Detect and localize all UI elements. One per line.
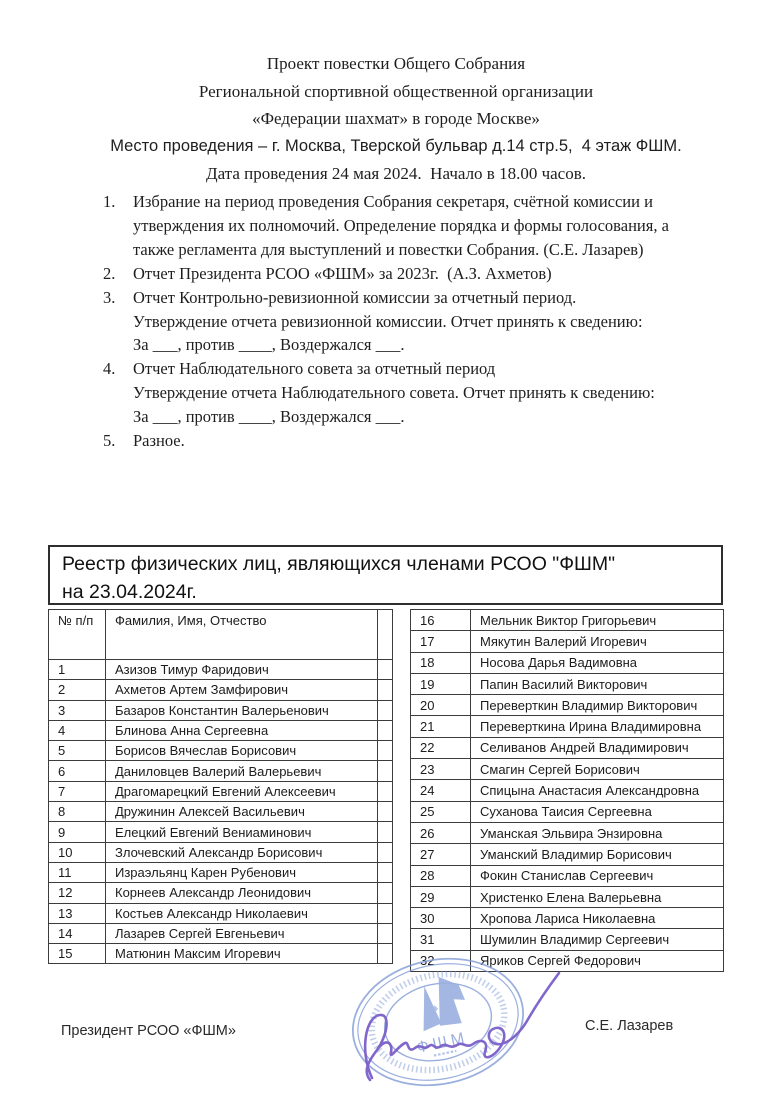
column-header-name: Фамилия, Имя, Отчество [106, 610, 378, 660]
member-name-cell: Мякутин Валерий Игоревич [471, 631, 724, 652]
member-number-cell: 31 [411, 929, 471, 950]
table-row [49, 802, 393, 822]
empty-cell [378, 802, 393, 822]
registry-title-box [48, 545, 723, 605]
header-line-2: Региональной спортивной общественной организации [198, 81, 594, 101]
agenda-item-number: 5. [103, 431, 116, 451]
member-name-cell: Носова Дарья Вадимовна [471, 652, 724, 673]
table-row [411, 801, 724, 822]
empty-cell [378, 862, 393, 882]
member-name-cell: Мельник Виктор Григорьевич [471, 610, 724, 631]
member-number-cell: 8 [49, 802, 106, 822]
table-row [49, 842, 393, 862]
president-title-label: Президент РСОО «ФШМ» [61, 1023, 236, 1039]
member-number-cell: 14 [49, 923, 106, 943]
table-row [49, 883, 393, 903]
table-row [49, 923, 393, 943]
table-row [411, 673, 724, 694]
agenda-item [103, 286, 719, 358]
header-line-3: «Федерации шахмат» в городе Москве» [252, 109, 540, 128]
empty-cell [378, 660, 393, 680]
agenda-item-text: Разное. [133, 431, 185, 451]
table-row [411, 652, 724, 673]
member-name-cell: Хропова Лариса Николаевна [471, 908, 724, 929]
member-name-cell: Базаров Константин Валерьенович [106, 700, 378, 720]
empty-cell [378, 923, 393, 943]
empty-cell [378, 700, 393, 720]
member-name-cell: Корнеев Александр Леонидович [106, 883, 378, 903]
agenda-list [103, 190, 719, 453]
member-number-cell: 11 [49, 862, 106, 882]
table-row [411, 759, 724, 780]
member-name-cell: Спицына Анастасия Александровна [471, 780, 724, 801]
member-name-cell: Азизов Тимур Фаридович [106, 660, 378, 680]
table-row [411, 780, 724, 801]
member-number-cell: 1 [49, 660, 106, 680]
member-name-cell: Драгомарецкий Евгений Алексеевич [106, 781, 378, 801]
table-row [49, 741, 393, 761]
member-number-cell: 17 [411, 631, 471, 652]
agenda-item [103, 429, 719, 453]
agenda-item-text: Отчет Наблюдательного совета за отчетный период Утверждение отчета Наблюдательного совета. Отчет принять к сведению: За ___, против ____, Воздержался ___. [133, 359, 655, 427]
member-number-cell: 30 [411, 908, 471, 929]
signature-stroke [365, 973, 559, 1080]
chess-knight-icon [413, 973, 469, 1032]
member-number-cell: 21 [411, 716, 471, 737]
member-name-cell: Переверткин Владимир Викторович [471, 695, 724, 716]
empty-cell [378, 720, 393, 740]
agenda-item-text: Избрание на период проведения Собрания секретаря, счётной комиссии и утверждения их полномочий. Определение порядка и формы голосования, а также регламента для выступлений и повестки Собрания. (С.Е. Лазарев) [133, 192, 669, 259]
table-row [411, 610, 724, 631]
table-row [49, 903, 393, 923]
agenda-item [103, 262, 719, 286]
empty-cell [378, 610, 393, 660]
table-row [411, 695, 724, 716]
table-row [49, 761, 393, 781]
member-name-cell: Матюнин Максим Игоревич [106, 944, 378, 964]
member-name-cell: Селиванов Андрей Владимирович [471, 737, 724, 758]
members-table-right-body [411, 610, 724, 972]
empty-cell [378, 822, 393, 842]
empty-cell [378, 842, 393, 862]
member-number-cell: 20 [411, 695, 471, 716]
member-name-cell: Борисов Вячеслав Борисович [106, 741, 378, 761]
table-row [49, 862, 393, 882]
member-name-cell: Израэльянц Карен Рубенович [106, 862, 378, 882]
president-name-label: С.Е. Лазарев [585, 1018, 674, 1034]
member-name-cell: Переверткина Ирина Владимировна [471, 716, 724, 737]
agenda-item-number: 4. [103, 359, 116, 379]
members-table-left [48, 609, 393, 964]
member-number-cell: 25 [411, 801, 471, 822]
member-number-cell: 7 [49, 781, 106, 801]
member-name-cell: Блинова Анна Сергеевна [106, 720, 378, 740]
member-number-cell: 10 [49, 842, 106, 862]
member-name-cell: Лазарев Сергей Евгеньевич [106, 923, 378, 943]
member-number-cell: 16 [411, 610, 471, 631]
member-number-cell: 4 [49, 720, 106, 740]
member-name-cell: Фокин Станислав Сергеевич [471, 865, 724, 886]
member-name-cell: Костьев Александр Николаевич [106, 903, 378, 923]
member-number-cell: 19 [411, 673, 471, 694]
member-name-cell: Елецкий Евгений Вениаминович [106, 822, 378, 842]
empty-cell [378, 680, 393, 700]
empty-cell [378, 903, 393, 923]
agenda-item-number: 2. [103, 263, 116, 283]
agenda-item-text: Отчет Контрольно-ревизионной комиссии за отчетный период. Утверждение отчета ревизионной комиссии. Отчет принять к сведению: За ___, против ____, Воздержался ___. [133, 287, 643, 355]
stamp-and-signature [330, 950, 580, 1102]
member-name-cell: Уманская Эльвира Энзировна [471, 822, 724, 843]
member-number-cell: 29 [411, 886, 471, 907]
member-number-cell: 27 [411, 844, 471, 865]
empty-cell [378, 883, 393, 903]
table-row [49, 720, 393, 740]
table-row [411, 886, 724, 907]
member-name-cell: Даниловцев Валерий Валерьевич [106, 761, 378, 781]
table-row [411, 822, 724, 843]
empty-cell [378, 761, 393, 781]
member-name-cell: Яриков Сергей Федорович [471, 950, 724, 971]
member-number-cell: 2 [49, 680, 106, 700]
member-name-cell: Христенко Елена Валерьевна [471, 886, 724, 907]
column-header-number: № п/п [49, 610, 106, 660]
table-row [49, 680, 393, 700]
members-table-left-body [49, 610, 393, 964]
member-number-cell: 28 [411, 865, 471, 886]
member-number-cell: 32 [411, 950, 471, 971]
header-line-venue: Место проведения – г. Москва, Тверской бульвар д.14 стр.5, 4 этаж ФШМ. [110, 136, 682, 155]
empty-cell [378, 781, 393, 801]
member-number-cell: 22 [411, 737, 471, 758]
member-name-cell: Папин Василий Викторович [471, 673, 724, 694]
member-name-cell: Дружинин Алексей Васильевич [106, 802, 378, 822]
member-number-cell: 23 [411, 759, 471, 780]
members-table-right [410, 609, 724, 972]
table-row [411, 929, 724, 950]
table-row [411, 865, 724, 886]
table-header-row [49, 610, 393, 660]
member-number-cell: 9 [49, 822, 106, 842]
table-row [49, 660, 393, 680]
registry-title-line-1: Реестр физических лиц, являющихся членами РСОО "ФШМ" [62, 553, 616, 575]
registry-title-line-2: на 23.04.2024г. [62, 581, 197, 603]
table-row [411, 844, 724, 865]
agenda-item-number: 1. [103, 192, 116, 211]
table-row [49, 700, 393, 720]
agenda-item-text: Отчет Президента РСОО «ФШМ» за 2023г. (А.З. Ахметов) [133, 263, 552, 283]
member-number-cell: 5 [49, 741, 106, 761]
member-name-cell: Ахметов Артем Замфирович [106, 680, 378, 700]
table-row [411, 737, 724, 758]
header-line-date: Дата проведения 24 мая 2024. Начало в 18.00 часов. [205, 164, 586, 183]
member-number-cell: 6 [49, 761, 106, 781]
member-name-cell: Смагин Сергей Борисович [471, 759, 724, 780]
header-line-1: Проект повестки Общего Собрания [266, 54, 526, 73]
member-number-cell: 3 [49, 700, 106, 720]
table-row [49, 822, 393, 842]
member-number-cell: 18 [411, 652, 471, 673]
member-name-cell: Злочевский Александр Борисович [106, 842, 378, 862]
member-number-cell: 26 [411, 822, 471, 843]
agenda-item [103, 357, 719, 429]
table-row [411, 908, 724, 929]
member-name-cell: Шумилин Владимир Сергеевич [471, 929, 724, 950]
member-number-cell: 15 [49, 944, 106, 964]
member-name-cell: Суханова Таисия Сергеевна [471, 801, 724, 822]
agenda-item-number: 3. [103, 287, 116, 307]
seal-center-text: ФШМ [415, 1029, 470, 1057]
member-number-cell: 13 [49, 903, 106, 923]
empty-cell [378, 741, 393, 761]
table-row [49, 781, 393, 801]
member-number-cell: 12 [49, 883, 106, 903]
document-header [66, 50, 726, 188]
member-name-cell: Уманский Владимир Борисович [471, 844, 724, 865]
agenda-item [103, 190, 719, 262]
table-row [411, 631, 724, 652]
table-row [411, 716, 724, 737]
member-number-cell: 24 [411, 780, 471, 801]
